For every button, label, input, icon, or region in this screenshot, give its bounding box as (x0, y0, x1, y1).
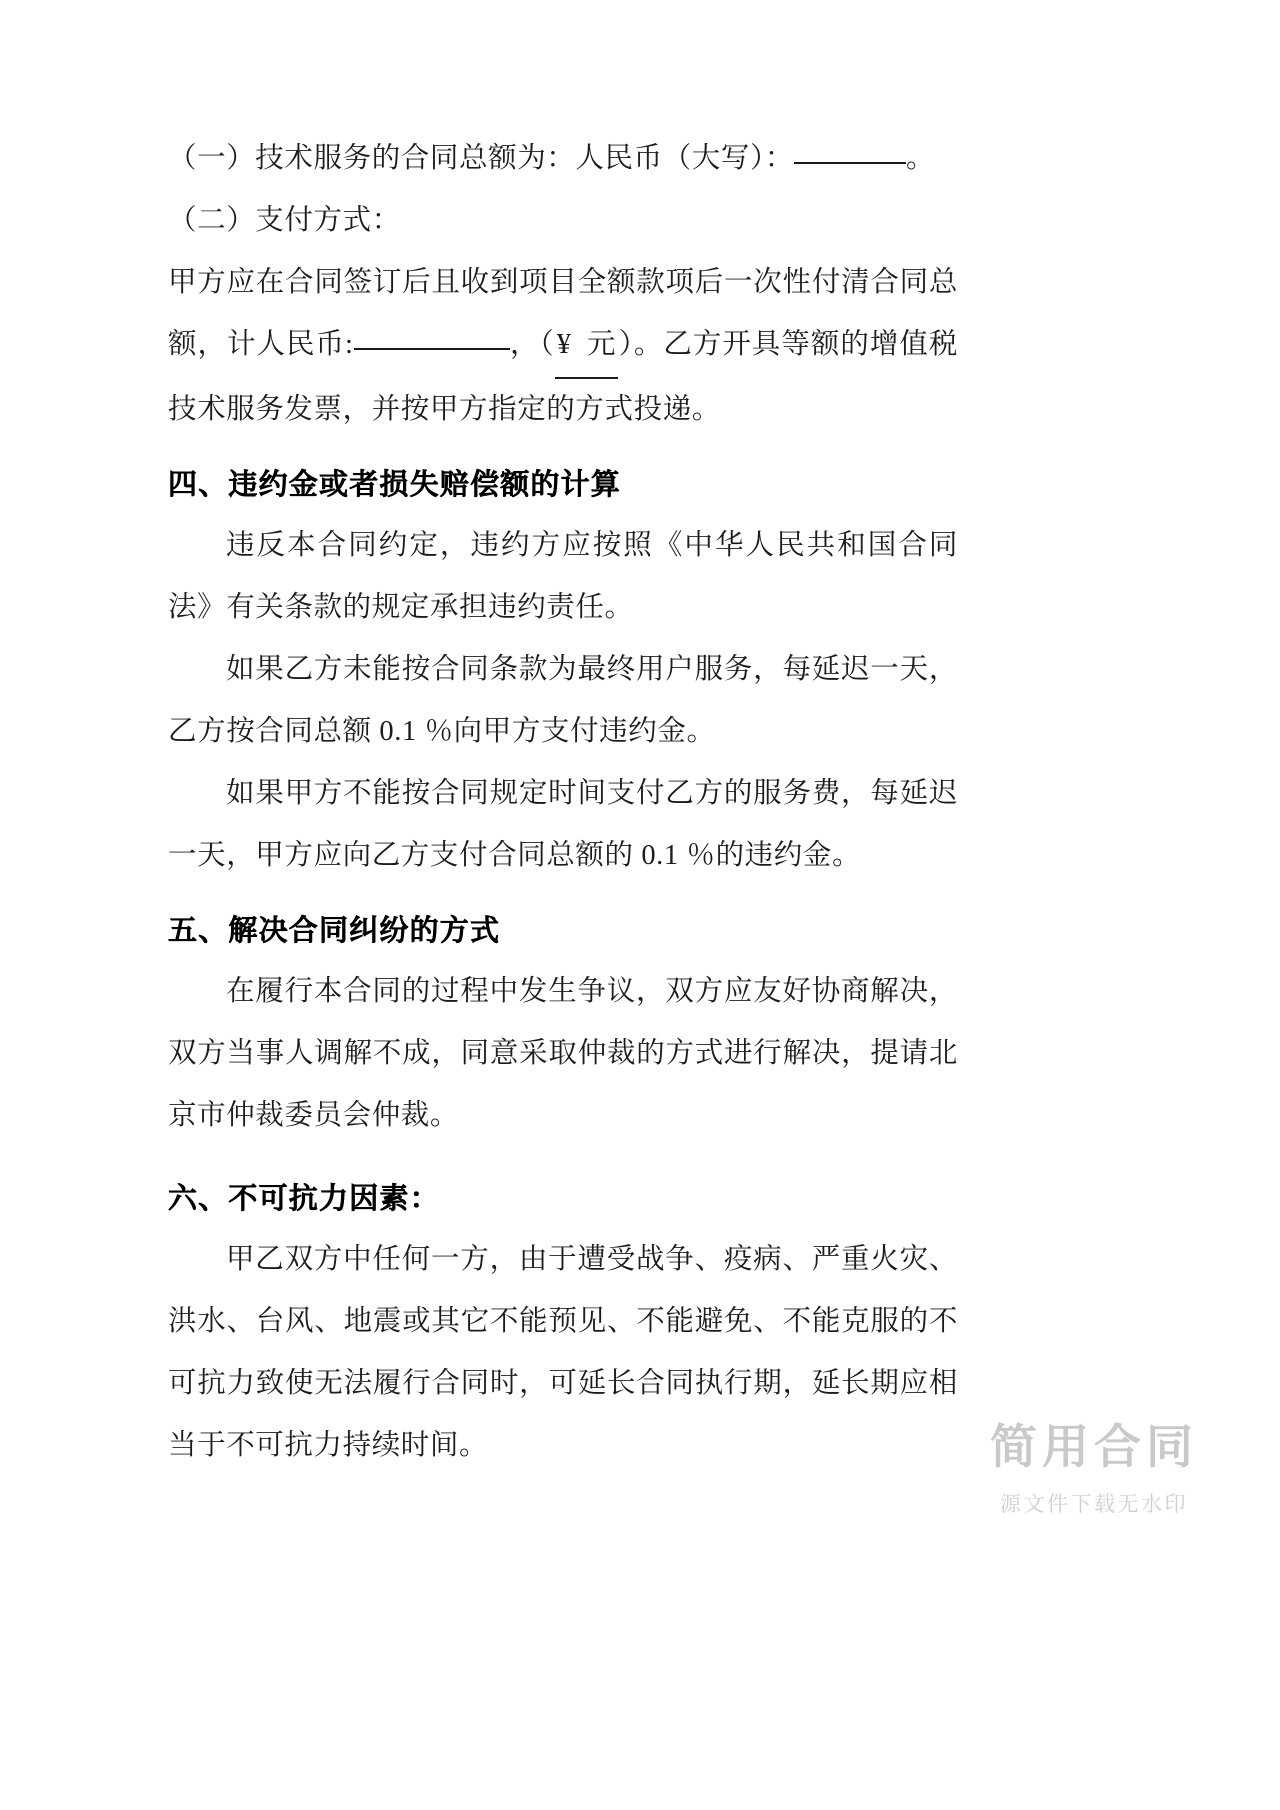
currency-unit: 元 (587, 329, 617, 360)
amount-blank-uppercase[interactable] (794, 162, 906, 164)
watermark-subtitle: 源文件下载无水印 (1000, 1492, 1188, 1516)
watermark (990, 1422, 1198, 1518)
section-heading-6: 六、不可抗力因素： (168, 1181, 440, 1215)
section-6-paragraph-1: 甲乙双方中任何一方，由于遭受战争、疫病、严重火灾、洪水、台风、地震或其它不能预见、不能避免、不能克服的不可抗力致使无法履行合同时，可延长合同执行期，延长期应相当于不可抗力持续时间。 (168, 1244, 958, 1461)
section-5-paragraph-1: 在履行本合同的过程中发生争议，双方应友好协商解决，双方当事人调解不成，同意采取仲裁的方式进行解决，提请北京市仲裁委员会仲裁。 (168, 976, 958, 1131)
amount-blank-figures[interactable] (354, 348, 510, 350)
clause-item-two-label: （二）支付方式： (168, 205, 401, 236)
clause-item-one (168, 128, 958, 190)
watermark-brand: 简用合同 (990, 1420, 1198, 1476)
spacer (168, 441, 958, 453)
currency-symbol: ¥ (556, 329, 572, 360)
clause-item-one-suffix: 。 (905, 143, 936, 174)
spacer (168, 1147, 958, 1167)
section-4-paragraph-1: 违反本合同约定，违约方应按照《中华人民共和国合同法》有关条款的规定承担违约责任。 (168, 530, 958, 623)
payment-lead-text: 甲方应在合同签订后且收到项目全额款项后一次性付清合同总额，计人民币: (168, 267, 958, 360)
section-4-paragraph-2: 如果乙方未能按合同条款为最终用户服务，每延迟一天，乙方按合同总额 0.1 ％向甲方支付违约金。 (168, 654, 958, 747)
payment-close-paren: ）。 (618, 329, 664, 360)
spacer (168, 887, 958, 899)
section-4-paragraph-3: 如果甲方不能按合同规定时间支付乙方的服务费，每延迟一天，甲方应向乙方支付合同总额的 0.1 ％的违约金。 (168, 778, 958, 871)
document-body (168, 128, 958, 1477)
payment-tail-text: 乙方开具等额的增值税技术服务发票，并按甲方指定的方式投递。 (168, 329, 958, 425)
payment-comma: ，（ (509, 329, 555, 360)
payment-body-paragraph (168, 252, 958, 441)
section-heading-5: 五、解决合同纠纷的方式 (168, 913, 501, 947)
section-heading-4: 四、违约金或者损失赔偿额的计算 (168, 467, 622, 501)
currency-unit-group (555, 314, 618, 379)
clause-item-one-text: （一）技术服务的合同总额为：人民币（大写）： (168, 143, 794, 174)
